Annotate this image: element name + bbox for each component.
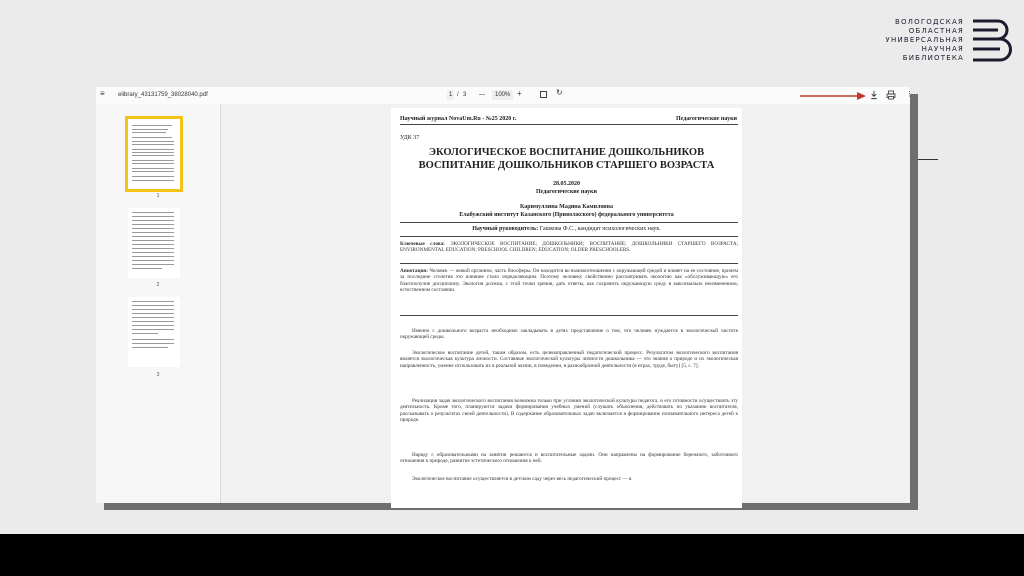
udk: УДК 37 bbox=[400, 135, 420, 141]
zoom-in-button[interactable]: + bbox=[517, 89, 522, 98]
page-total: 3 bbox=[463, 92, 467, 98]
body-paragraph: Наряду с образовательными на занятии решаются и воспитательные задачи. Они направлены на формирование бережного, заботливого отношения к природе, развитие эстетического отношения к ней. bbox=[400, 452, 738, 465]
keywords-text: ЭКОЛОГИЧЕСКОЕ ВОСПИТАНИЕ; ДОШКОЛЬНИКИ; ВОСПИТАНИЕ; ДОШКОЛЬНИКИ СТАРШЕГО ВОЗРАСТА; ENVIRONMENTAL EDUCATION; PRESCHOOL CHILDREN; EDUCATION; OLDER PRESCHOOLERS. bbox=[400, 241, 739, 254]
thumbnail-label: 3 bbox=[156, 372, 160, 378]
author-affiliation: Елабужский институт Казанского (Приволжского) федерального университета bbox=[459, 212, 674, 218]
body-paragraph: Экологическое воспитание детей, таким образом, есть целенаправленный педагогический процесс. Результатом экологического воспитания является экологическая культура личности. Составные экологической культуры личности дошкольника — это знания о природе и их экологическая направленность, умение использовать их в реальной жизни, в поведении, в разнообразной деятельности (в играх, труде, быту) [5, с. 7]. bbox=[400, 350, 738, 369]
bottom-black-bar bbox=[0, 534, 1024, 576]
rotate-icon[interactable]: ↻ bbox=[556, 88, 563, 97]
article-date: 28.05.2020 bbox=[553, 181, 580, 187]
body-paragraph: Экологическое воспитание осуществляется в детском саду через весь педагогический процесс — в bbox=[412, 476, 632, 482]
logo-line: УНИВЕРСАЛЬНАЯ bbox=[885, 36, 964, 44]
thumbnail-label: 2 bbox=[156, 282, 160, 288]
logo-line: ОБЛАСТНАЯ bbox=[908, 27, 964, 35]
zoom-level[interactable]: 100% bbox=[492, 90, 513, 100]
author-name: Каримуллина Мадина Камиловна bbox=[520, 204, 613, 210]
page-number-input[interactable]: 1 bbox=[449, 92, 453, 98]
logo-line: НАУЧНАЯ bbox=[921, 45, 964, 53]
menu-icon[interactable]: ≡ bbox=[100, 89, 105, 98]
zoom-out-button[interactable]: — bbox=[479, 92, 485, 98]
logo-line: БИБЛИОТЕКА bbox=[902, 54, 964, 62]
supervisor-label: Научный руководитель: bbox=[472, 226, 539, 232]
logo-line: ВОЛОГОДСКАЯ bbox=[894, 18, 964, 26]
keywords-label: Ключевые слова: bbox=[400, 241, 445, 247]
journal-header: Научный журнал NovaUm.Ru - №25 2020 г. bbox=[400, 116, 517, 122]
title-line-2: ВОСПИТАНИЕ ДОШКОЛЬНИКОВ СТАРШЕГО ВОЗРАСТА bbox=[418, 160, 715, 171]
section-header: Педагогические науки bbox=[676, 116, 737, 122]
abstract-label: Аннотация: bbox=[400, 268, 428, 274]
title-line-1: ЭКОЛОГИЧЕСКОЕ ВОСПИТАНИЕ ДОШКОЛЬНИКОВ bbox=[428, 147, 705, 158]
file-name: elibrary_43131759_38028040.pdf bbox=[118, 92, 208, 98]
body-paragraph: Именно с дошкольного возраста необходимо закладывать в детях представление о том, что человек нуждается в экологической чистоте окружающей среды. bbox=[400, 328, 738, 341]
article-field: Педагогические науки bbox=[536, 189, 597, 195]
page-separator: / bbox=[457, 92, 459, 98]
body-paragraph: Реализация задач экологического воспитания возможна только при условии экологической культуры педагога, и его готовности осуществлять эту деятельность. Кроме того, планируются задачи формирования учебных умений (слушать объяснения, действовать по указанию воспитателя, рассказывать о результатах своей деятельности). В содержание образовательных задач включается и формирование познавательного интереса детей к природе. bbox=[400, 398, 738, 424]
supervisor-text: Гашкова Ф.С., кандидат психологических наук. bbox=[539, 226, 661, 232]
thumbnail-label: 1 bbox=[156, 193, 160, 199]
abstract-text: Человек — живой организм, часть биосферы. Он находится во взаимоотношении с окружающей средой и влияет на ее состояние, причем за последние столетия это влияние стало определяющим. Поэтому человеку свойственно рассматривать экологию как «обслуживающую» его благополучие дисциплину. Экология должна, с этой точки зрения, дать ответы, как сохранить окружающую среду в максимально неизмененном, естественном состоянии. bbox=[400, 268, 739, 294]
more-options-icon[interactable]: ⋮ bbox=[906, 91, 913, 98]
